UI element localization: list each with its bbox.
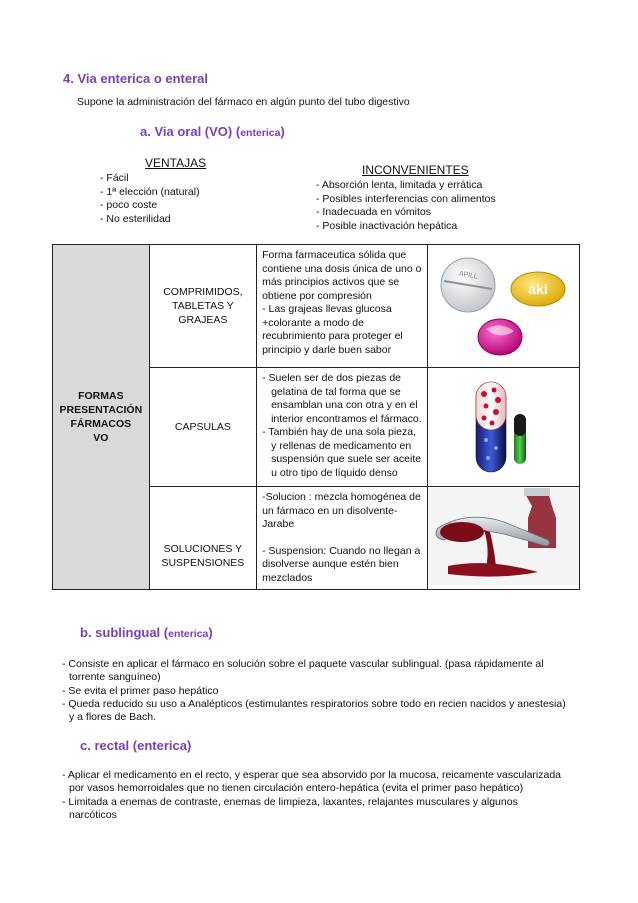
- form-name-line: TABLETAS Y: [171, 300, 234, 312]
- form-desc-cell: [257, 487, 428, 590]
- capsules-image: [428, 368, 579, 483]
- desc-line: principio y darle buen sabor: [262, 343, 392, 356]
- paragraph-line: narcóticos: [69, 808, 117, 821]
- section-heading: 4. Via enterica o enteral: [63, 71, 208, 86]
- section-b-title: [80, 625, 213, 640]
- form-desc-cell: [257, 368, 428, 487]
- desc-line: - Suspension: Cuando no llegan a: [262, 544, 421, 557]
- form-name-line: GRAJEAS: [178, 314, 228, 326]
- paragraph-line: - Se evita el primer paso hepático: [62, 684, 219, 697]
- ventajas-title: VENTAJAS: [145, 156, 207, 170]
- desc-line: obtiene por compresión: [262, 289, 372, 302]
- group-label-line: VO: [93, 432, 109, 444]
- section-c-body: [62, 769, 622, 822]
- tablets-image-cell: [427, 245, 579, 368]
- desc-line: gelatina de tal forma que se: [271, 385, 401, 398]
- syrup-image: [428, 488, 579, 585]
- table-row: [53, 245, 580, 368]
- paragraph-line: y a flores de Bach.: [69, 711, 156, 724]
- list-item: - Fácil: [100, 172, 200, 186]
- list-item: - Posibles interferencias con alimentos: [316, 193, 496, 207]
- desc-line: recubrimiento para proteger el: [262, 330, 403, 342]
- tablet-imprint: aki: [528, 281, 548, 297]
- desc-line: disolverse aunque estén bien: [262, 558, 399, 570]
- group-label-cell: [53, 245, 150, 590]
- form-name-line: COMPRIMIDOS,: [163, 286, 243, 298]
- desc-line: interior encontramos el fármaco.: [271, 412, 422, 425]
- desc-line: - Suelen ser de dos piezas de: [262, 372, 402, 384]
- section-c-title: [80, 738, 191, 753]
- form-name-line: CAPSULAS: [174, 421, 231, 433]
- inconvenientes-list: [316, 179, 496, 233]
- section-a-title: [140, 124, 285, 139]
- desc-line: ensamblan una con otra y en el: [271, 399, 418, 411]
- paragraph-line: - Aplicar el medicamento en el recto, y esperar que sea absorvido por la mucosa, reicamente vascularizada: [62, 769, 562, 781]
- ventajas-list: [100, 172, 200, 226]
- desc-line: Jarabe: [262, 518, 295, 530]
- form-name-line: SUSPENSIONES: [161, 557, 245, 569]
- list-item: - Posible inactivación hepática: [316, 220, 496, 234]
- desc-line: más principios activos que se: [262, 276, 400, 288]
- tablets-image: [428, 245, 579, 364]
- paragraph-line: torrente sanguíneo): [69, 671, 161, 684]
- section-a-tag: enterica: [240, 127, 281, 139]
- form-name-cell: [149, 487, 256, 590]
- section-b-tag: enterica: [168, 628, 209, 640]
- section-a-close: ): [280, 124, 285, 139]
- group-label-line: FORMAS: [78, 390, 124, 402]
- section-c-title-text: c. rectal (: [80, 738, 138, 753]
- paragraph-line: - Limitada a enemas de contraste, enemas de limpieza, laxantes, relajantes musculares y algunos: [62, 795, 518, 808]
- forms-table: [52, 244, 580, 590]
- form-desc-cell: [257, 245, 428, 368]
- desc-line: - Las grajeas llevas glucosa: [262, 303, 392, 315]
- desc-line: +colorante a modo de: [262, 316, 364, 329]
- desc-line: suspensión que suele ser aceite: [271, 453, 422, 465]
- desc-line: un fármaco en un disolvente-: [262, 504, 398, 517]
- capsules-image-cell: [427, 368, 579, 487]
- desc-line: [262, 532, 422, 545]
- section-b-close: ): [208, 625, 213, 640]
- desc-line: contiene una dosis única de uno o: [262, 262, 422, 275]
- list-item: - 1ª elección (natural): [100, 186, 200, 200]
- intro-text: Supone la administración del fármaco en algún punto del tubo digestivo: [77, 96, 410, 108]
- paragraph-line: - Queda reducido su uso a Analépticos (estimulantes respiratorios sobre todo en recien nacidos y anestesia): [62, 697, 566, 710]
- form-name-line: SOLUCIONES Y: [163, 543, 243, 555]
- desc-line: mezclados: [262, 571, 313, 584]
- desc-line: u otro tipo de líquido denso: [271, 466, 398, 479]
- group-label-line: PRESENTACIÓN: [59, 404, 143, 416]
- list-item: - poco coste: [100, 199, 200, 213]
- svg-text:APILL: APILL: [458, 270, 479, 281]
- group-label-line: FÁRMACOS: [70, 418, 132, 430]
- form-name-cell: [149, 368, 256, 487]
- section-c-close: ): [186, 738, 192, 753]
- desc-line: - También hay de una sola pieza,: [262, 426, 416, 438]
- inconvenientes-title: INCONVENIENTES: [362, 163, 469, 177]
- form-name-cell: [149, 245, 256, 368]
- section-b-body: [62, 658, 622, 724]
- section-b-title-text: b. sublingual (: [80, 625, 169, 640]
- desc-line: Forma farmaceutica sólida que: [262, 249, 407, 261]
- paragraph-line: - Consiste en aplicar el fármaco en solución sobre el paquete vascular sublingual. (pasa rápidamente al: [62, 658, 544, 670]
- list-item: - Absorción lenta, limitada y errática: [316, 179, 496, 193]
- section-a-title-text: a. Via oral (VO) (: [140, 124, 241, 139]
- desc-line: -Solucion : mezcla homogénea de: [262, 491, 421, 503]
- list-item: - Inadecuada en vómitos: [316, 206, 496, 220]
- section-c-tag: enterica: [137, 738, 187, 753]
- paragraph-line: por vasos hemorroidales que no tienen circulación entero-hepática (evita el primer paso hepático): [69, 782, 524, 795]
- syrup-image-cell: [427, 487, 579, 590]
- list-item: - No esterilidad: [100, 213, 200, 227]
- desc-line: y rellenas de medicamento en: [271, 439, 412, 452]
